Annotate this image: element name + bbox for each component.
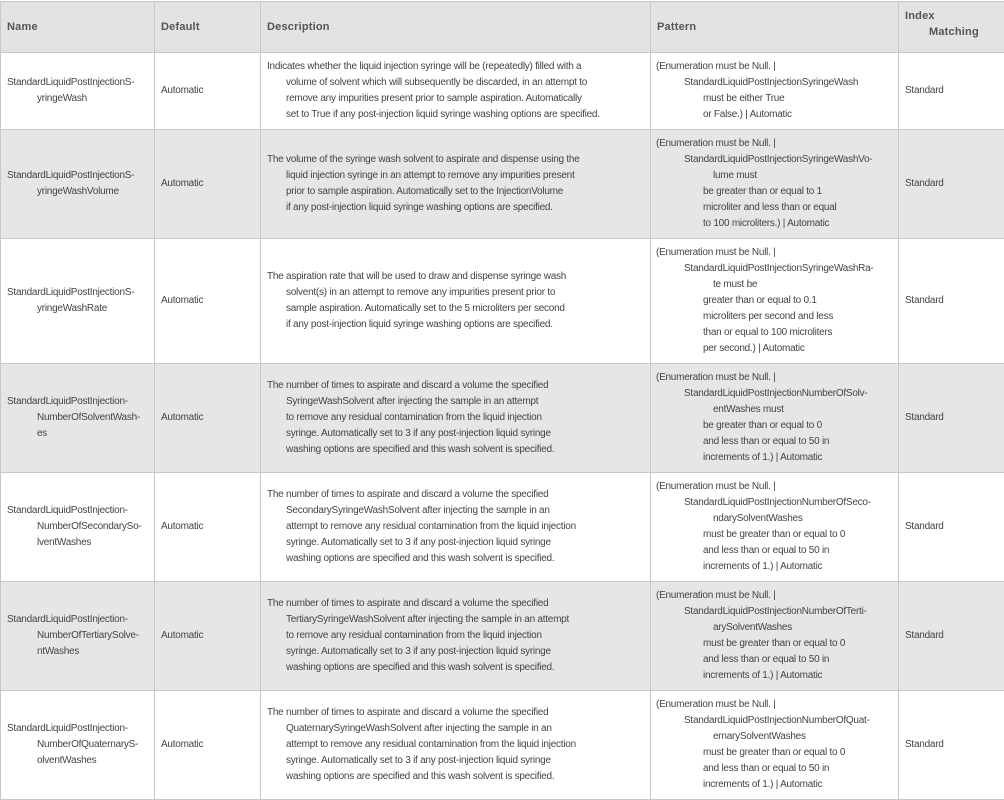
pattern-line: must be either True bbox=[656, 91, 898, 107]
pattern-line: (Enumeration must be Null. | bbox=[656, 479, 898, 495]
default-value: Automatic bbox=[161, 178, 203, 189]
pattern-line: (Enumeration must be Null. | bbox=[656, 697, 898, 713]
cell-default bbox=[155, 582, 261, 691]
description-line: volume of solvent which will subsequently be discarded, in an attempt to bbox=[267, 75, 650, 91]
description-line: washing options are specified and this wash solvent is specified. bbox=[267, 660, 650, 676]
pattern-line: ernarySolventWashes bbox=[656, 729, 898, 745]
description-line: washing options are specified and this wash solvent is specified. bbox=[267, 551, 650, 567]
pattern-line: StandardLiquidPostInjectionNumberOfQuat- bbox=[656, 713, 898, 729]
table-row bbox=[1, 473, 1004, 582]
description-line: if any post-injection liquid syringe washing options are specified. bbox=[267, 317, 650, 333]
pattern-line: and less than or equal to 50 in bbox=[656, 652, 898, 668]
header-matching-line: Matching bbox=[905, 24, 1004, 40]
pattern-line: per second.) | Automatic bbox=[656, 341, 898, 357]
cell-pattern bbox=[651, 239, 899, 364]
cell-index-matching bbox=[899, 364, 1004, 473]
description-line: washing options are specified and this wash solvent is specified. bbox=[267, 442, 650, 458]
cell-pattern bbox=[651, 691, 899, 800]
cell-index-matching bbox=[899, 691, 1004, 800]
description-line: TertiarySyringeWashSolvent after injecting the sample in an attempt bbox=[267, 612, 650, 628]
description-line: liquid injection syringe in an attempt to remove any impurities present bbox=[267, 168, 650, 184]
cell-default bbox=[155, 473, 261, 582]
pattern-line: to 100 microliters.) | Automatic bbox=[656, 216, 898, 232]
table-row bbox=[1, 239, 1004, 364]
description-line: QuaternarySyringeWashSolvent after injecting the sample in an bbox=[267, 721, 650, 737]
default-value: Automatic bbox=[161, 630, 203, 641]
pattern-line: microliter and less than or equal bbox=[656, 200, 898, 216]
cell-name bbox=[1, 53, 155, 130]
cell-name bbox=[1, 130, 155, 239]
header-index-matching bbox=[899, 2, 1004, 53]
table-row bbox=[1, 582, 1004, 691]
cell-index-matching bbox=[899, 53, 1004, 130]
cell-pattern bbox=[651, 364, 899, 473]
pattern-line: (Enumeration must be Null. | bbox=[656, 370, 898, 386]
pattern-line: or False.) | Automatic bbox=[656, 107, 898, 123]
pattern-line: and less than or equal to 50 in bbox=[656, 434, 898, 450]
description-line: The number of times to aspirate and discard a volume the specified bbox=[267, 705, 650, 721]
pattern-line: StandardLiquidPostInjectionSyringeWash bbox=[656, 75, 898, 91]
pattern-line: and less than or equal to 50 in bbox=[656, 543, 898, 559]
cell-description bbox=[261, 130, 651, 239]
options-table bbox=[0, 1, 1004, 800]
description-line: solvent(s) in an attempt to remove any impurities present prior to bbox=[267, 285, 650, 301]
description-line: The volume of the syringe wash solvent to aspirate and dispense using the bbox=[267, 152, 650, 168]
pattern-line: be greater than or equal to 0 bbox=[656, 418, 898, 434]
default-value: Automatic bbox=[161, 85, 203, 96]
header-pattern: Pattern bbox=[651, 2, 899, 53]
description-line: attempt to remove any residual contamination from the liquid injection bbox=[267, 737, 650, 753]
pattern-line: than or equal to 100 microliters bbox=[656, 325, 898, 341]
pattern-line: increments of 1.) | Automatic bbox=[656, 559, 898, 575]
name-line: StandardLiquidPostInjection- bbox=[7, 612, 154, 628]
cell-default bbox=[155, 364, 261, 473]
cell-default bbox=[155, 239, 261, 364]
cell-name bbox=[1, 691, 155, 800]
index-matching-value: Standard bbox=[905, 739, 944, 750]
description-line: The number of times to aspirate and discard a volume the specified bbox=[267, 487, 650, 503]
description-line: syringe. Automatically set to 3 if any post-injection liquid syringe bbox=[267, 753, 650, 769]
pattern-line: increments of 1.) | Automatic bbox=[656, 450, 898, 466]
name-line: yringeWashVolume bbox=[7, 184, 154, 200]
name-line: NumberOfSolventWash- bbox=[7, 410, 154, 426]
cell-pattern bbox=[651, 130, 899, 239]
pattern-line: must be greater than or equal to 0 bbox=[656, 745, 898, 761]
pattern-line: entWashes must bbox=[656, 402, 898, 418]
description-line: syringe. Automatically set to 3 if any post-injection liquid syringe bbox=[267, 426, 650, 442]
pattern-line: increments of 1.) | Automatic bbox=[656, 668, 898, 684]
cell-description bbox=[261, 239, 651, 364]
index-matching-value: Standard bbox=[905, 412, 944, 423]
cell-default bbox=[155, 53, 261, 130]
header-name: Name bbox=[1, 2, 155, 53]
description-line: washing options are specified and this wash solvent is specified. bbox=[267, 769, 650, 785]
pattern-line: StandardLiquidPostInjectionNumberOfSolv- bbox=[656, 386, 898, 402]
pattern-line: arySolventWashes bbox=[656, 620, 898, 636]
index-matching-value: Standard bbox=[905, 521, 944, 532]
pattern-line: be greater than or equal to 1 bbox=[656, 184, 898, 200]
description-line: The number of times to aspirate and discard a volume the specified bbox=[267, 378, 650, 394]
name-line: es bbox=[7, 426, 154, 442]
description-line: set to True if any post-injection liquid syringe washing options are specified. bbox=[267, 107, 650, 123]
name-line: yringeWashRate bbox=[7, 301, 154, 317]
pattern-line: ndarySolventWashes bbox=[656, 511, 898, 527]
pattern-line: te must be bbox=[656, 277, 898, 293]
index-matching-value: Standard bbox=[905, 630, 944, 641]
default-value: Automatic bbox=[161, 739, 203, 750]
pattern-line: (Enumeration must be Null. | bbox=[656, 136, 898, 152]
name-line: StandardLiquidPostInjectionS- bbox=[7, 285, 154, 301]
description-line: syringe. Automatically set to 3 if any post-injection liquid syringe bbox=[267, 535, 650, 551]
pattern-line: greater than or equal to 0.1 bbox=[656, 293, 898, 309]
description-line: remove any impurities present prior to sample aspiration. Automatically bbox=[267, 91, 650, 107]
description-line: attempt to remove any residual contamination from the liquid injection bbox=[267, 519, 650, 535]
pattern-line: (Enumeration must be Null. | bbox=[656, 59, 898, 75]
cell-default bbox=[155, 130, 261, 239]
index-matching-value: Standard bbox=[905, 295, 944, 306]
header-description: Description bbox=[261, 2, 651, 53]
pattern-line: lume must bbox=[656, 168, 898, 184]
pattern-line: increments of 1.) | Automatic bbox=[656, 777, 898, 793]
cell-description bbox=[261, 53, 651, 130]
cell-name bbox=[1, 364, 155, 473]
default-value: Automatic bbox=[161, 521, 203, 532]
pattern-line: must be greater than or equal to 0 bbox=[656, 527, 898, 543]
table-row bbox=[1, 130, 1004, 239]
index-matching-value: Standard bbox=[905, 178, 944, 189]
description-line: prior to sample aspiration. Automatically set to the InjectionVolume bbox=[267, 184, 650, 200]
cell-index-matching bbox=[899, 239, 1004, 364]
pattern-line: must be greater than or equal to 0 bbox=[656, 636, 898, 652]
description-line: The aspiration rate that will be used to draw and dispense syringe wash bbox=[267, 269, 650, 285]
cell-default bbox=[155, 691, 261, 800]
description-line: to remove any residual contamination from the liquid injection bbox=[267, 410, 650, 426]
cell-description bbox=[261, 582, 651, 691]
index-matching-value: Standard bbox=[905, 85, 944, 96]
cell-index-matching bbox=[899, 582, 1004, 691]
cell-index-matching bbox=[899, 130, 1004, 239]
table-row bbox=[1, 53, 1004, 130]
description-line: to remove any residual contamination from the liquid injection bbox=[267, 628, 650, 644]
cell-pattern bbox=[651, 53, 899, 130]
pattern-line: (Enumeration must be Null. | bbox=[656, 588, 898, 604]
cell-index-matching bbox=[899, 473, 1004, 582]
cell-name bbox=[1, 473, 155, 582]
name-line: olventWashes bbox=[7, 753, 154, 769]
description-line: Indicates whether the liquid injection syringe will be (repeatedly) filled with a bbox=[267, 59, 650, 75]
cell-name bbox=[1, 239, 155, 364]
name-line: ntWashes bbox=[7, 644, 154, 660]
description-line: SecondarySyringeWashSolvent after injecting the sample in an bbox=[267, 503, 650, 519]
name-line: StandardLiquidPostInjection- bbox=[7, 721, 154, 737]
name-line: yringeWash bbox=[7, 91, 154, 107]
cell-name bbox=[1, 582, 155, 691]
default-value: Automatic bbox=[161, 412, 203, 423]
description-line: if any post-injection liquid syringe washing options are specified. bbox=[267, 200, 650, 216]
table-header-row bbox=[1, 2, 1004, 53]
pattern-line: (Enumeration must be Null. | bbox=[656, 245, 898, 261]
pattern-line: StandardLiquidPostInjectionNumberOfSeco- bbox=[656, 495, 898, 511]
description-line: SyringeWashSolvent after injecting the sample in an attempt bbox=[267, 394, 650, 410]
pattern-line: StandardLiquidPostInjectionNumberOfTerti- bbox=[656, 604, 898, 620]
name-line: StandardLiquidPostInjectionS- bbox=[7, 168, 154, 184]
name-line: NumberOfTertiarySolve- bbox=[7, 628, 154, 644]
pattern-line: and less than or equal to 50 in bbox=[656, 761, 898, 777]
name-line: StandardLiquidPostInjection- bbox=[7, 503, 154, 519]
name-line: NumberOfQuaternaryS- bbox=[7, 737, 154, 753]
header-index-line: Index bbox=[905, 8, 1004, 24]
pattern-line: StandardLiquidPostInjectionSyringeWashRa- bbox=[656, 261, 898, 277]
description-line: syringe. Automatically set to 3 if any post-injection liquid syringe bbox=[267, 644, 650, 660]
description-line: The number of times to aspirate and discard a volume the specified bbox=[267, 596, 650, 612]
name-line: StandardLiquidPostInjection- bbox=[7, 394, 154, 410]
cell-description bbox=[261, 691, 651, 800]
name-line: NumberOfSecondarySo- bbox=[7, 519, 154, 535]
default-value: Automatic bbox=[161, 295, 203, 306]
pattern-line: microliters per second and less bbox=[656, 309, 898, 325]
cell-description bbox=[261, 364, 651, 473]
table-row bbox=[1, 691, 1004, 800]
header-default: Default bbox=[155, 2, 261, 53]
description-line: sample aspiration. Automatically set to the 5 microliters per second bbox=[267, 301, 650, 317]
cell-description bbox=[261, 473, 651, 582]
cell-pattern bbox=[651, 473, 899, 582]
pattern-line: StandardLiquidPostInjectionSyringeWashVo- bbox=[656, 152, 898, 168]
name-line: lventWashes bbox=[7, 535, 154, 551]
name-line: StandardLiquidPostInjectionS- bbox=[7, 75, 154, 91]
table-row bbox=[1, 364, 1004, 473]
cell-pattern bbox=[651, 582, 899, 691]
